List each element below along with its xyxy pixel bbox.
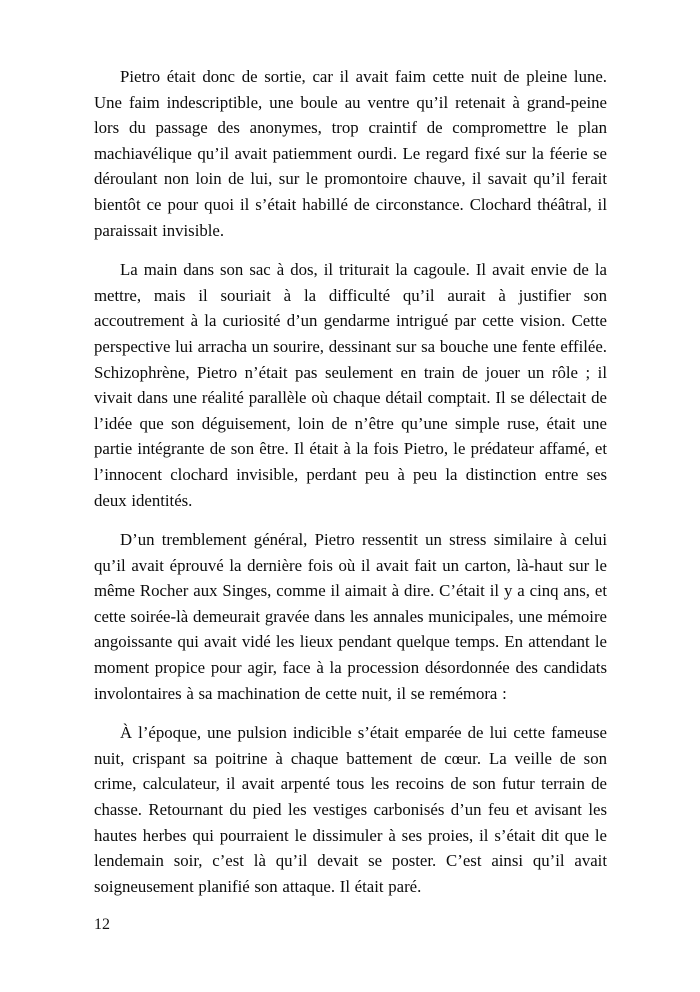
paragraph: À l’époque, une pulsion indicible s’était emparée de lui cette fameuse nuit, crispant sa poitrine à chaque battement de cœur. La veille de son crime, calculateur, il avait arpenté tous les recoins de son futur terrain de chasse. Retournant du pied les vestiges carbonisés d’un feu et avisant les hautes herbes qui pourraient le dissimuler à ses proies, il s’était dit que le lendemain soir, c’est là qu’il devait se poster. C’est ainsi qu’il avait soigneusement planifié son attaque. Il était paré. xyxy=(94,723,607,896)
page-number: 12 xyxy=(94,916,110,933)
paragraph: Pietro était donc de sortie, car il avait faim cette nuit de pleine lune. Une faim indescriptible, une boule au ventre qu’il retenait à grand-peine lors du passage des anonymes, trop craintif de compromettre le plan machiavélique qu’il avait patiemment ourdi. Le regard fixé sur la féerie se déroulant non loin de lui, sur le promontoire chauve, il savait qu’il ferait bientôt ce pour quoi il s’était habillé de circonstance. Clochard théâtral, il paraissait invisible. xyxy=(94,67,607,240)
paragraph: La main dans son sac à dos, il triturait la cagoule. Il avait envie de la mettre, mais il souriait à la difficulté qu’il aurait à justifier son accoutrement à la curiosité d’un gendarme intrigué par cette vision. Cette perspective lui arracha un sourire, dessinant sur sa bouche une fente effilée. Schizophrène, Pietro n’était pas seulement en train de jouer un rôle ; il vivait dans une réalité parallèle où chaque détail comptait. Il se délectait de l’idée que son déguisement, loin de n’être qu’une simple ruse, était une partie intégrante de son être. Il était à la fois Pietro, le prédateur affamé, et l’innocent clochard invisible, perdant peu à peu la distinction entre ses deux identités. xyxy=(94,260,607,510)
paragraph: D’un tremblement général, Pietro ressentit un stress similaire à celui qu’il avait éprouvé la dernière fois où il avait fait un carton, là-haut sur le même Rocher aux Singes, comme il aimait à dire. C’était il y a cinq ans, et cette soirée-là demeurait gravée dans les annales municipales, une mémoire angoissante qui avait vidé les lieux pendant quelque temps. En attendant le moment propice pour agir, face à la procession désordonnée des candidats involontaires à sa machination de cette nuit, il se remémora : xyxy=(94,530,607,703)
page-text xyxy=(94,64,607,913)
